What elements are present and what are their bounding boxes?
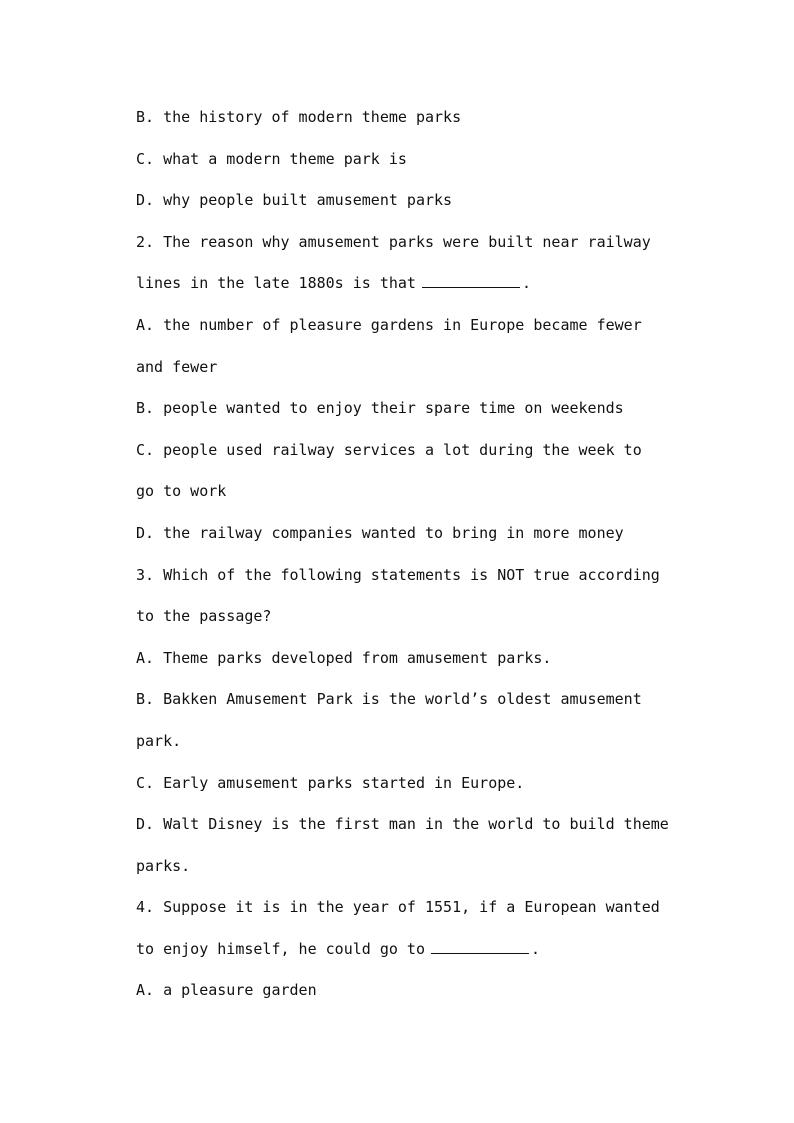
question-4-stem: 4. Suppose it is in the year of 1551, if a European wanted — [136, 898, 660, 917]
option-2a-cont: and fewer — [136, 357, 218, 376]
option-2c: C. people used railway services a lot during the week to — [136, 440, 642, 459]
question-2-text: lines in the late 1880s is that — [136, 274, 416, 293]
option-3a: A. Theme parks developed from amusement parks. — [136, 648, 552, 667]
question-3-stem: 3. Which of the following statements is NOT true according — [136, 565, 660, 584]
option-2d: D. the railway companies wanted to bring in more money — [136, 523, 624, 542]
option-3d: D. Walt Disney is the first man in the world to build theme — [136, 815, 669, 834]
question-4-text: to enjoy himself, he could go to — [136, 939, 425, 958]
question-3-stem-cont: to the passage? — [136, 607, 272, 626]
option-1d: D. why people built amusement parks — [136, 191, 453, 210]
option-3b: B. Bakken Amusement Park is the world’s oldest amusement — [136, 690, 642, 709]
question-2-stem: 2. The reason why amusement parks were built near railway — [136, 232, 651, 251]
answer-blank — [422, 286, 520, 288]
option-3b-cont: park. — [136, 731, 182, 750]
option-3d-cont: parks. — [136, 856, 191, 875]
question-2-stem-cont — [136, 263, 676, 305]
question-4-stem-cont — [136, 929, 676, 971]
blank-period: . — [530, 939, 541, 958]
option-3c: C. Early amusement parks started in Europe. — [136, 773, 525, 792]
blank-period: . — [521, 274, 531, 293]
option-1b: B. the history of modern theme parks — [136, 108, 462, 126]
answer-blank — [431, 952, 529, 954]
option-1c: C. what a modern theme park is — [136, 149, 407, 168]
question-text — [136, 97, 676, 1012]
option-4a: A. a pleasure garden — [136, 981, 317, 1000]
option-2c-cont: go to work — [136, 482, 227, 501]
option-2a: A. the number of pleasure gardens in Europe became fewer — [136, 315, 642, 334]
option-2b: B. people wanted to enjoy their spare time on weekends — [136, 399, 624, 418]
